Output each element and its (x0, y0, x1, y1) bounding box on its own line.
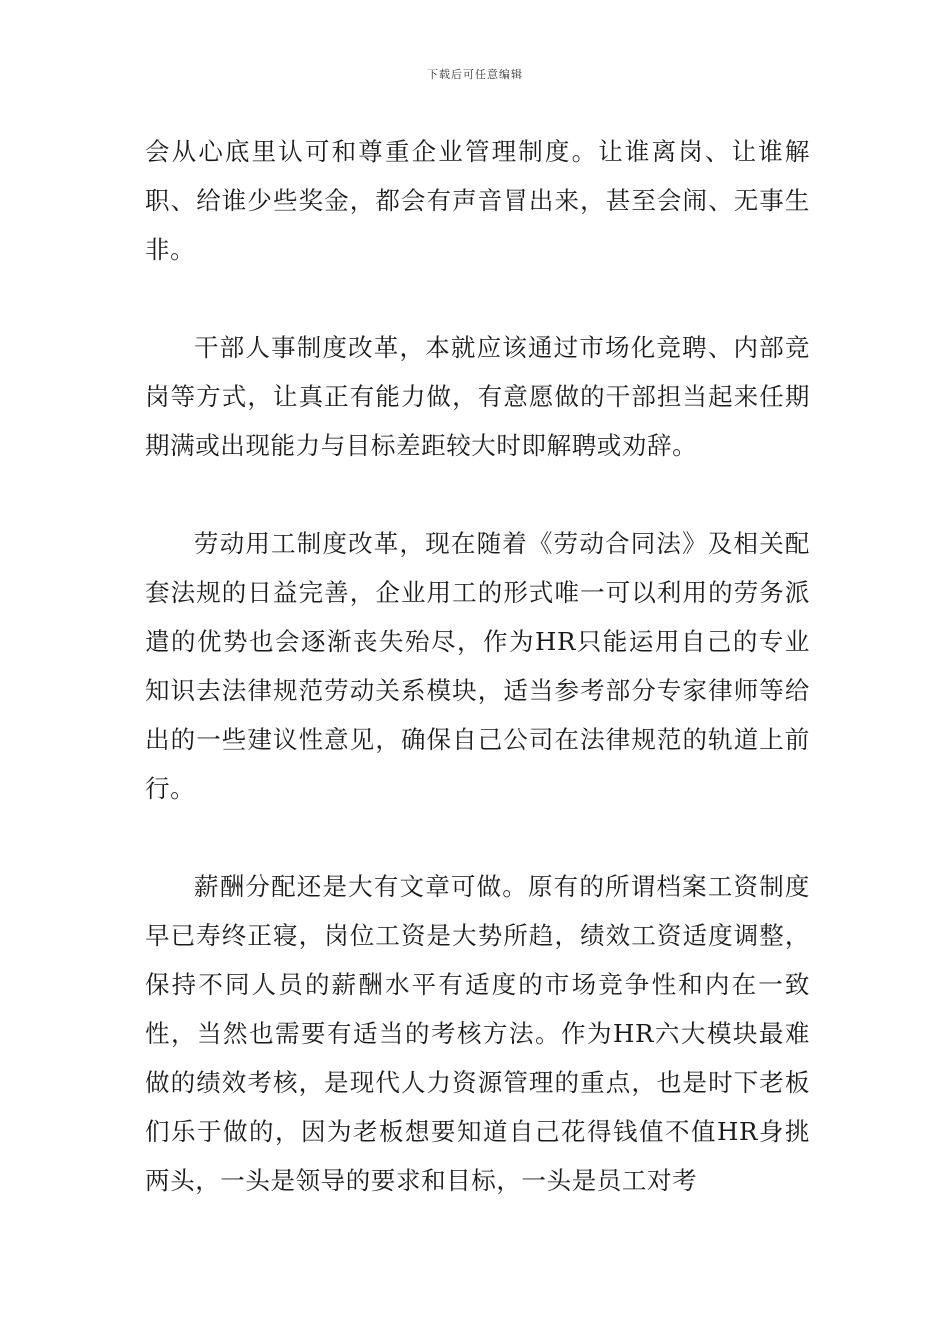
document-body (145, 127, 810, 1205)
paragraph-salary-distribution: 薪酬分配还是大有文章可做。原有的所谓档案工资制度早已寿终正寝，岗位工资是大势所趋，绩效工资适度调整，保持不同人员的薪酬水平有适度的市场竞争性和内在一致性，当然也需要有适当的考核方法。作为HR六大模块最难做的绩效考核，是现代人力资源管理的重点，也是时下老板们乐于做的，因为老板想要知道自己花得钱值不值HR身挑两头，一头是领导的要求和目标，一头是员工对考 (145, 872, 810, 1195)
paragraph-labor-reform: 劳动用工制度改革，现在随着《劳动合同法》及相关配套法规的日益完善，企业用工的形式唯一可以利用的劳务派遣的优势也会逐渐丧失殆尽，作为HR只能运用自己的专业知识去法律规范劳动关系模块，适当参考部分专家律师等给出的一些建议性意见，确保自己公司在法律规范的轨道上前行。 (145, 529, 810, 803)
paragraph-gap (145, 274, 810, 323)
page-header: 下载后可任意编辑 (427, 68, 523, 81)
paragraph-gap (145, 813, 810, 862)
paragraph-cadre-reform: 干部人事制度改革，本就应该通过市场化竞聘、内部竞岗等方式，让真正有能力做，有意愿做的干部担当起来任期期满或出现能力与目标差距较大时即解聘或劝辞。 (145, 333, 810, 460)
paragraph-continuation: 会从心底里认可和尊重企业管理制度。让谁离岗、让谁解职、给谁少些奖金，都会有声音冒出来，甚至会闹、无事生非。 (145, 137, 810, 264)
paragraph-gap (145, 470, 810, 519)
